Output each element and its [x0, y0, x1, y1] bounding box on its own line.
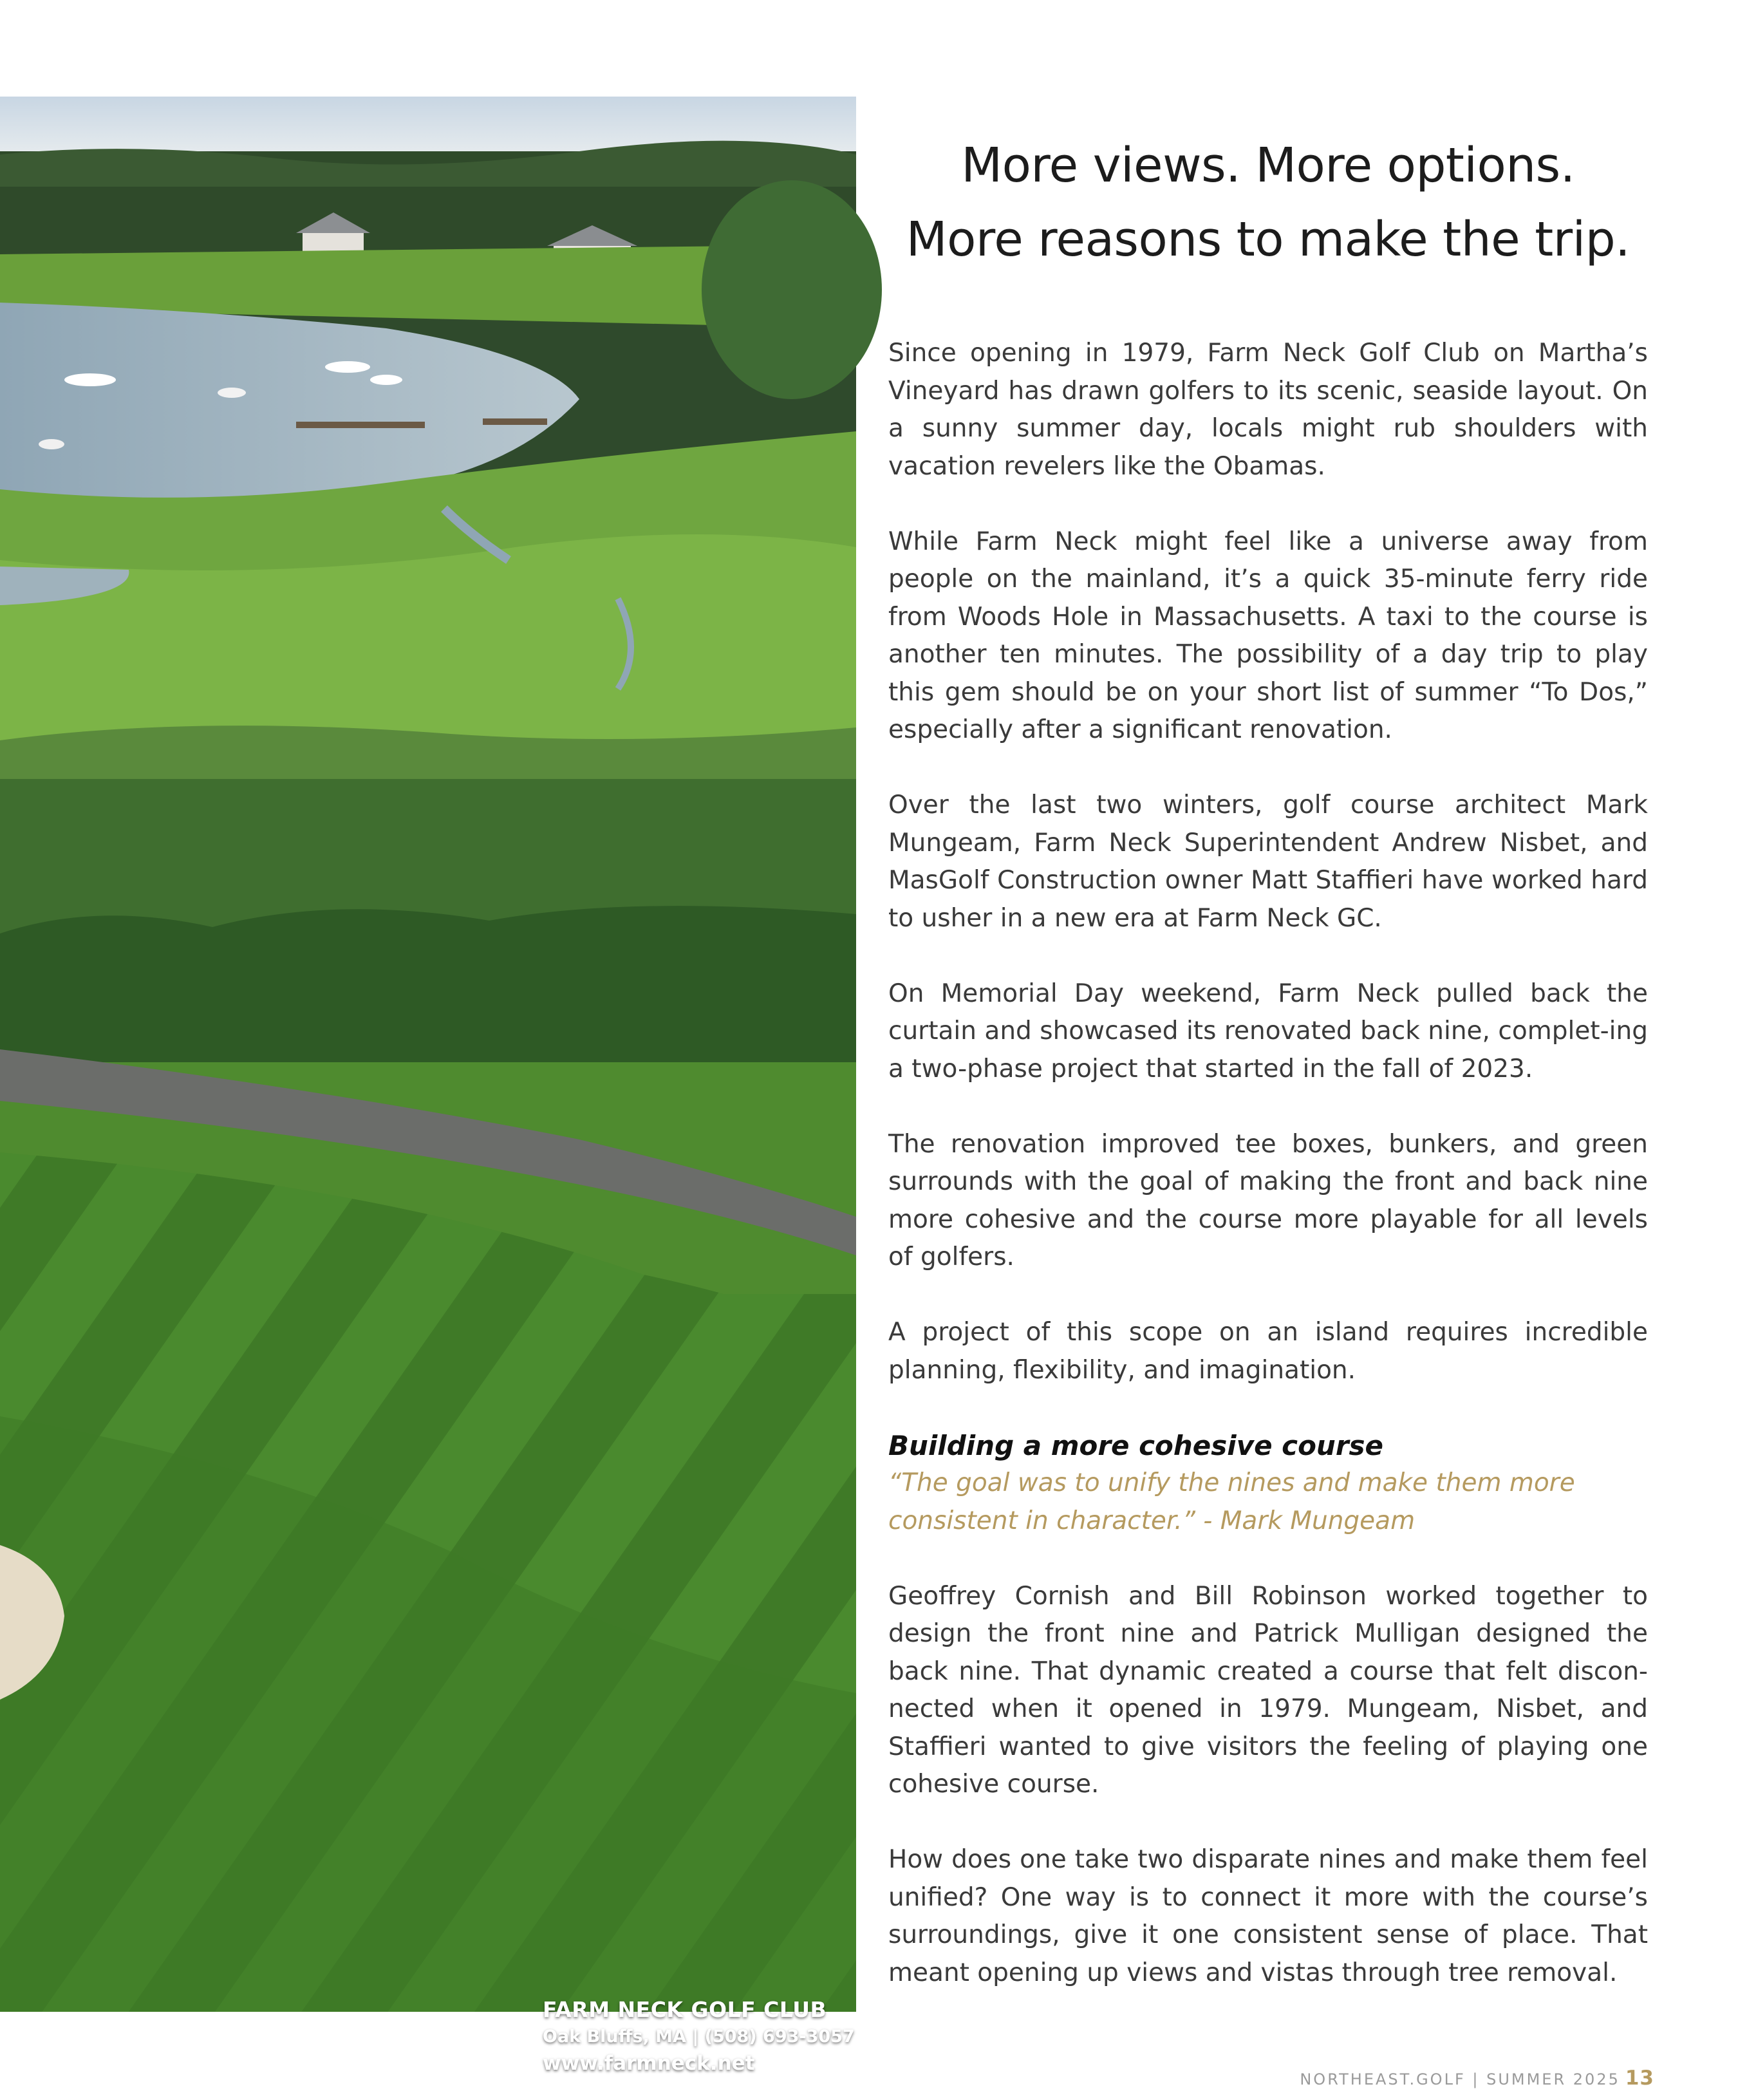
- paragraph-1: Since opening in 1979, Farm Neck Golf Club on Martha’s Vineyard has drawn golfers to its scenic, seaside layout. On a sunny summer day, locals might rub shoulders with vacation revelers like the Obamas.: [888, 339, 1648, 481]
- pull-quote: “The goal was to unify the nines and make them more consistent in character.” - Mark Mungeam: [888, 1468, 1575, 1535]
- paragraph-2: While Farm Neck might feel like a universe away from people on the mainland, it’s a quick 35-minute ferry ride from Woods Hole in Massachusetts. A taxi to the course is another ten minutes. The possibility of a day trip to play this gem should be on your short list of summer “To Dos,” especially after a significant renovation.: [888, 527, 1648, 744]
- page-footer: [1300, 2067, 1654, 2090]
- aerial-course-photo: [0, 97, 856, 2075]
- paragraph-4: On Memorial Day weekend, Farm Neck pulled back the curtain and showcased its renovated back nine, complet-ing a two-phase project that started in the fall of 2023.: [888, 979, 1648, 1083]
- paragraph-8: How does one take two disparate nines and make them feel unified? One way is to connect it more with the course’s surroundings, give it one consistent sense of place. That meant opening up views and vistas through tree removal.: [888, 1845, 1648, 1987]
- headline-line-2: More reasons to make the trip.: [906, 212, 1631, 267]
- headline-line-1: More views. More options.: [961, 138, 1575, 193]
- aerial-photo-illustration: [0, 97, 856, 2012]
- credit-website-link[interactable]: www.farmneck.net: [543, 2052, 755, 2075]
- paragraph-7: Geoffrey Cornish and Bill Robinson worked together to design the front nine and Patrick Mulligan designed the back nine. That dynamic created a course that felt discon-nected when it opened in 1979. Mungeam, Nisbet, and Staffieri wanted to give visitors the feeling of playing one cohesive course.: [888, 1581, 1648, 1799]
- page-number: 13: [1625, 2067, 1654, 2090]
- paragraph-5: The renovation improved tee boxes, bunkers, and green surrounds with the goal of making the front and back nine more cohesive and the course more playable for all levels of golfers.: [888, 1129, 1648, 1271]
- publication-label: NORTHEAST.GOLF | SUMMER 2025: [1300, 2070, 1620, 2088]
- page-title: [888, 129, 1648, 277]
- section-subhead: Building a more cohesive course: [888, 1429, 1384, 1461]
- credit-club-name: FARM NECK GOLF CLUB: [543, 1997, 827, 2022]
- paragraph-3: Over the last two winters, golf course architect Mark Mungeam, Farm Neck Superintendent Andrew Nisbet, and MasGolf Construction owner Matt Staffieri have worked hard to usher in a new era at Farm Neck GC.: [888, 791, 1648, 933]
- credit-address: Oak Bluffs, MA | (508) 693-3057: [543, 2027, 855, 2047]
- photo-credit: [543, 1996, 855, 2077]
- paragraph-6: A project of this scope on an island requires incredible planning, flexibility, and imagination.: [888, 1318, 1648, 1385]
- article-column: [888, 129, 1648, 2030]
